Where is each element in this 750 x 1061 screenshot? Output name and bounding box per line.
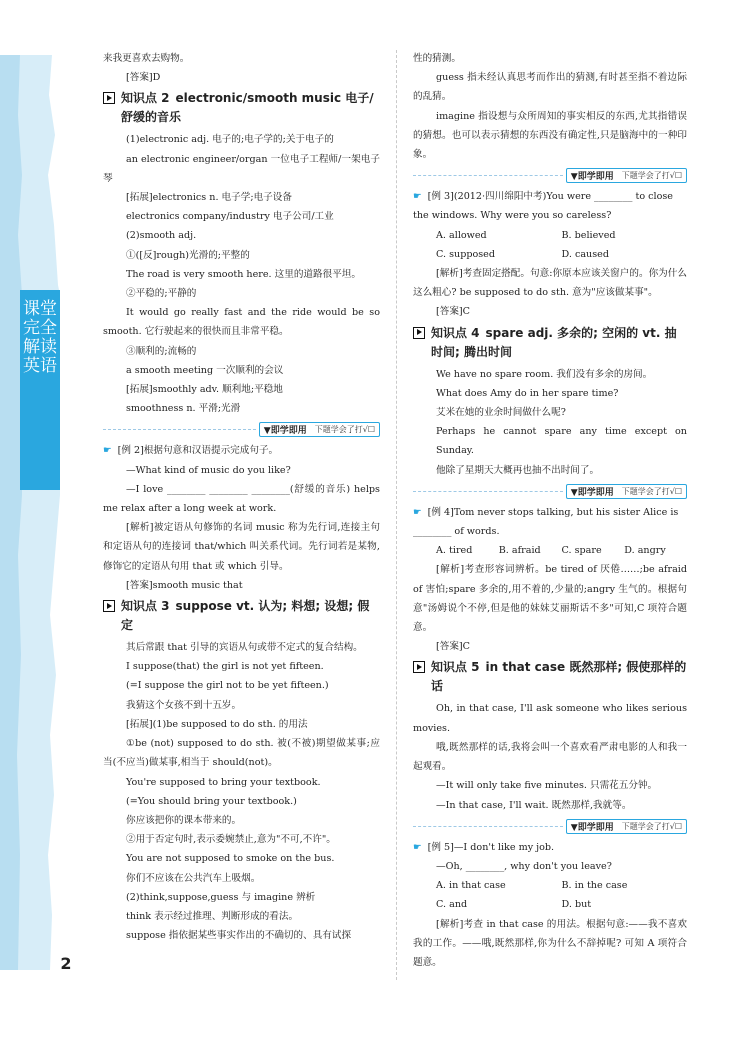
text-line: What does Amy do in her spare time? — [436, 387, 619, 399]
text-line: ②用于否定句时,表示委婉禁止,意为"不可,不许"。 — [126, 834, 336, 846]
text-line: 性的猜测。 — [413, 53, 461, 64]
answer-line: [答案]C — [436, 306, 471, 318]
practice-bar: ▼即学即用 下题学会了打√☐ — [413, 168, 687, 183]
text-line: an electronic engineer/organ 一位电子工程师/一架电子琴 — [103, 153, 380, 184]
text-line: —I love ________ ________ ________(舒缓的音乐) helps me relax after a long week at work. — [103, 483, 380, 515]
text-line: guess 指未经认真思考而作出的猜测,有时甚至指不着边际的乱猜。 — [413, 72, 687, 103]
left-column — [103, 49, 380, 945]
analysis-text: [解析]考查固定搭配。句意:你原本应该关窗户的。你为什么这么粗心? be supposed to do sth. 意为"应该做某事"。 — [413, 268, 687, 299]
text-line: imagine 指设想与众所周知的事实相反的东西,尤其指错误的猜想。也可以表示猜想的东西没有确定性,只是脑海中的一种印象。 — [413, 110, 687, 161]
text-line: You are not supposed to smoke on the bus. — [126, 853, 335, 865]
option[interactable]: C. spare — [561, 545, 602, 557]
play-icon — [413, 661, 425, 673]
answer-line: [答案]smooth music that — [126, 579, 243, 591]
option[interactable]: C. and — [436, 899, 468, 911]
text-line: 我猜这个女孩不到十五岁。 — [126, 699, 242, 711]
answer-line: [答案]D — [126, 72, 161, 84]
subject-tab: 课堂完全解读 英语 — [20, 290, 60, 490]
text-line: (=You should bring your textbook.) — [126, 795, 297, 807]
practice-bar: ▼即学即用 下题学会了打√☐ — [413, 484, 687, 499]
page-number: 2 — [52, 950, 80, 978]
option[interactable]: A. tired — [436, 545, 473, 557]
pointer-icon: ☛ — [413, 191, 422, 203]
example-4-options — [413, 541, 687, 560]
play-icon — [103, 92, 115, 104]
pointer-icon: ☛ — [413, 841, 422, 853]
text-line: It would go really fast and the ride would be so smooth. 它行驶起来的很快而且非常平稳。 — [103, 307, 380, 338]
knowledge-point-3-heading: 知识点 3 suppose vt. 认为; 料想; 设想; 假定 — [103, 597, 380, 635]
text-line: ①be (not) supposed to do sth. 被(不被)期望做某事;应当(不应当)做某事,相当于 should(not)。 — [103, 738, 380, 769]
text-line: [拓展]electronics n. 电子学;电子设备 — [126, 192, 292, 204]
text-line: —It will only take five minutes. 只需花五分钟。 — [436, 780, 658, 792]
text-line: ②平稳的;平静的 — [126, 288, 197, 300]
text-line: smoothness n. 平滑;光滑 — [126, 403, 241, 415]
play-icon — [413, 327, 425, 339]
text-line: (1)electronic adj. 电子的;电子学的;关于电子的 — [126, 134, 334, 146]
text-line: (2)smooth adj. — [126, 230, 197, 242]
text-line: electronics company/industry 电子公司/工业 — [126, 211, 334, 223]
text-line: 艾米在她的业余时间做什么呢? — [436, 407, 566, 419]
sidebar — [0, 55, 62, 970]
text-line: Perhaps he cannot spare any time except on Sunday. — [436, 426, 687, 457]
analysis-text: [解析]考查 in that case 的用法。根据句意:——我不喜欢我的工作。——哦,既然那样,你为什么不辞掉呢? 可知 A 项符合题意。 — [413, 918, 687, 968]
option[interactable]: D. angry — [624, 545, 666, 557]
knowledge-point-4-heading: 知识点 4 spare adj. 多余的; 空闲的 vt. 抽时间; 腾出时间 — [413, 324, 687, 362]
text-line: 其后常跟 that 引导的宾语从句或带不定式的复合结构。 — [126, 642, 363, 654]
example-3-stem: ☛ [例 3](2012·四川绵阳中考)You were ________ to close the windows. Why were you so careless? — [413, 191, 673, 222]
knowledge-point-2-heading: 知识点 2 electronic/smooth music 电子/舒缓的音乐 — [103, 89, 380, 127]
right-column — [413, 49, 687, 972]
practice-bar: ▼即学即用 下题学会了打√☐ — [413, 819, 687, 834]
example-2-title: ☛ [例 2]根据句意和汉语提示完成句子。 — [103, 445, 279, 457]
practice-bar: ▼即学即用 下题学会了打√☐ — [103, 422, 380, 437]
option[interactable]: B. believed — [561, 229, 616, 241]
analysis-text: [解析]考查形容词辨析。be tired of 厌倦……;be afraid of 害怕;spare 多余的,用不着的,少量的;angry 生气的。根据句意"汤姆说个不停,但是他的妹妹艾丽斯话不多"可知,C 项符合题意。 — [413, 564, 687, 634]
knowledge-point-5-heading: 知识点 5 in that case 既然那样; 假使那样的话 — [413, 658, 687, 696]
sidebar-ribbon — [0, 55, 62, 970]
text-line: suppose 指依据某些事实作出的不确切的、具有试探 — [126, 930, 352, 942]
option[interactable]: B. afraid — [498, 545, 541, 557]
text-line: 来我更喜欢去购物。 — [103, 53, 190, 64]
text-line: —What kind of music do you like? — [126, 464, 291, 476]
answer-line: [答案]C — [436, 641, 471, 653]
text-line: think 表示经过推理、判断形成的看法。 — [126, 910, 299, 922]
text-line: —In that case, I'll wait. 既然那样,我就等。 — [436, 799, 632, 811]
example-3-options — [413, 226, 687, 264]
pointer-icon: ☛ — [413, 506, 422, 518]
text-line: a smooth meeting 一次顺利的会议 — [126, 364, 284, 376]
analysis-text: [解析]被定语从句修饰的名词 music 称为先行词,连接主句和定语从句的连接词 that/which 叫关系代词。先行词若是某物,修饰它的定语从句用 that 或 which 引导。 — [103, 522, 380, 572]
text-line: 他除了星期天大概再也抽不出时间了。 — [436, 464, 600, 476]
example-5-stem: ☛ [例 5]—I don't like my job. — [413, 841, 555, 853]
text-line: (2)think,suppose,guess 与 imagine 辨析 — [126, 891, 316, 903]
option[interactable]: B. in the case — [561, 880, 628, 892]
text-line: We have no spare room. 我们没有多余的房间。 — [436, 368, 653, 380]
play-icon — [103, 600, 115, 612]
text-line: —Oh, ________, why don't you leave? — [436, 860, 612, 872]
column-divider — [396, 50, 397, 980]
example-4-stem: ☛ [例 4]Tom never stops talking, but his sister Alice is ________ of words. — [413, 506, 679, 538]
text-line: [拓展]smoothly adv. 顺利地;平稳地 — [126, 384, 283, 396]
text-line: (=I suppose the girl not to be yet fifteen.) — [126, 680, 329, 692]
text-line: 你们不应该在公共汽车上吸烟。 — [126, 872, 261, 884]
example-5-options — [413, 876, 687, 914]
text-line: Oh, in that case, I'll ask someone who likes serious movies. — [413, 703, 687, 734]
text-line: You're supposed to bring your textbook. — [126, 776, 321, 788]
option[interactable]: A. allowed — [436, 229, 487, 241]
option[interactable]: A. in that case — [436, 880, 506, 892]
text-line: ③顺利的;流畅的 — [126, 345, 197, 357]
text-line: [拓展](1)be supposed to do sth. 的用法 — [126, 718, 308, 730]
option[interactable]: D. caused — [561, 248, 609, 260]
option[interactable]: D. but — [561, 899, 592, 911]
text-line: I suppose(that) the girl is not yet fifteen. — [126, 661, 324, 673]
text-line: The road is very smooth here. 这里的道路很平坦。 — [126, 268, 361, 280]
text-line: ①([反]rough)光滑的;平整的 — [126, 249, 250, 261]
text-line: 你应该把你的课本带来的。 — [126, 814, 242, 826]
option[interactable]: C. supposed — [436, 248, 496, 260]
text-line: 哦,既然那样的话,我将会叫一个喜欢看严肃电影的人和我一起观看。 — [413, 741, 687, 773]
pointer-icon: ☛ — [103, 445, 112, 457]
